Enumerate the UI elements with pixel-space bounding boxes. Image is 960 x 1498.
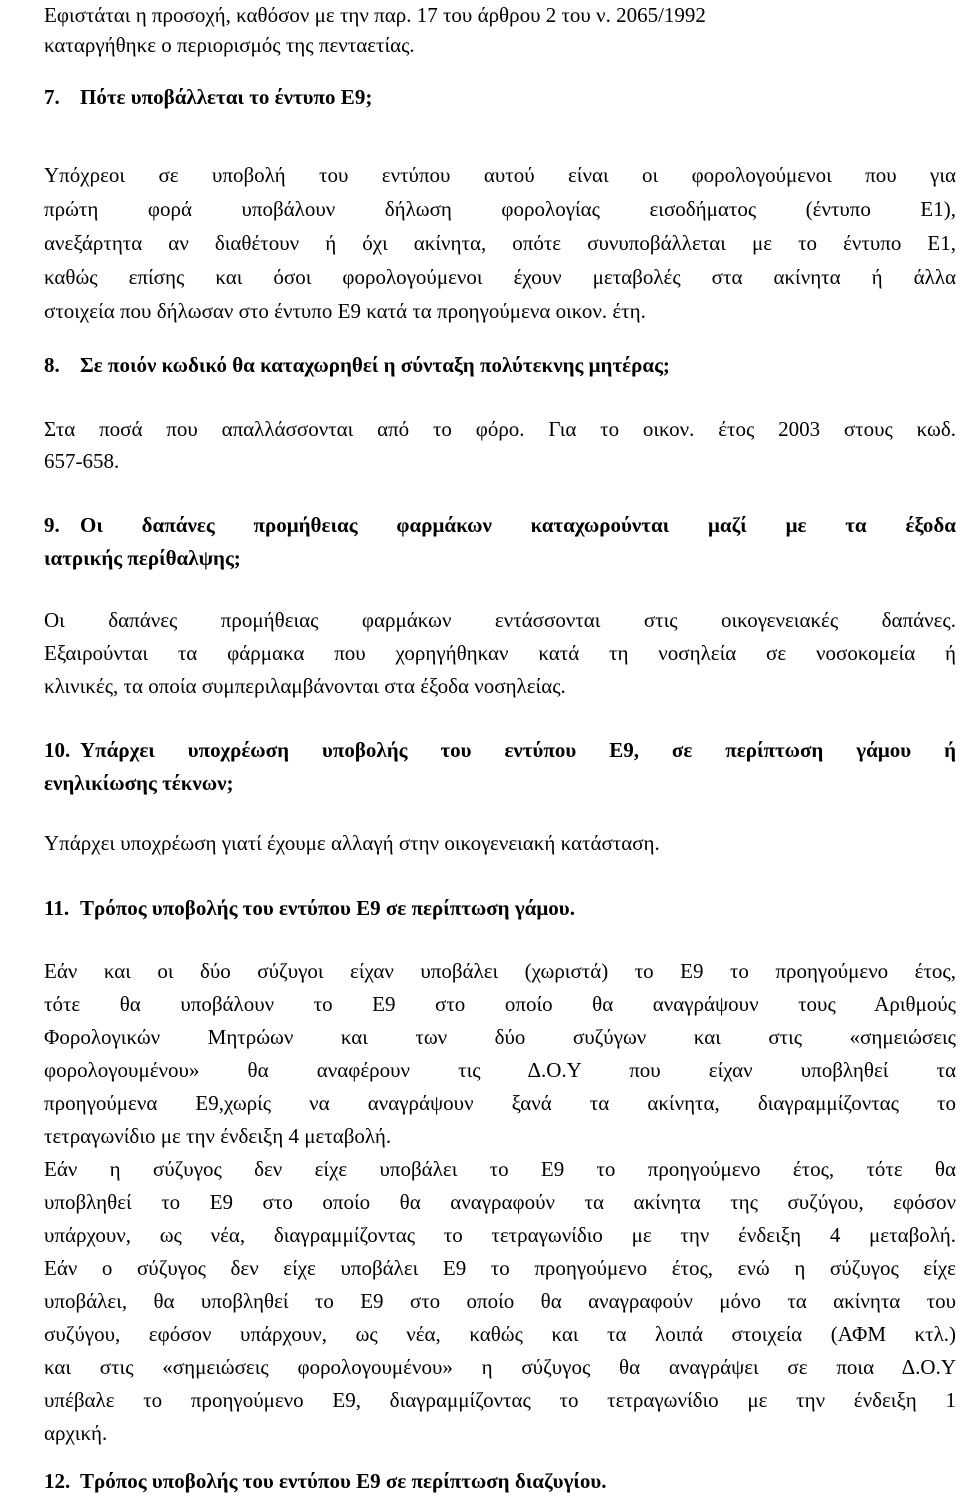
answer-11-line-5: προηγούμενα Ε9,χωρίς να αναγράψουν ξανά τα ακίνητα, διαγραμμίζοντας το xyxy=(44,1091,956,1115)
answer-11-line-14: υπέβαλε το προηγούμενο Ε9, διαγραμμίζοντας το τετραγωνίδιο με την ένδειξη 1 xyxy=(44,1388,956,1412)
question-7-heading xyxy=(44,82,956,112)
answer-11-line-3: Φορολογικών Μητρώων και των δύο συζύγων και στις «σημειώσεις xyxy=(44,1025,956,1049)
answer-11-line-2: τότε θα υποβάλουν το Ε9 στο οποίο θα αναγράψουν τους Αριθμούς xyxy=(44,992,956,1016)
question-10-heading xyxy=(44,735,956,765)
answer-7-line-3: ανεξάρτητα αν διαθέτουν ή όχι ακίνητα, οπότε συνυποβάλλεται με το έντυπο Ε1, xyxy=(44,231,956,255)
question-12-number: 12. xyxy=(44,1469,71,1493)
intro-line-2: καταργήθηκε ο περιορισμός της πενταετίας. xyxy=(44,33,415,57)
question-9-text-line-1: Οι δαπάνες προμήθειας φαρμάκων καταχωρούνται μαζί με τα έξοδα xyxy=(80,513,956,537)
answer-10-line-1: Υπάρχει υποχρέωση γιατί έχουμε αλλαγή στην οικογενειακή κατάσταση. xyxy=(44,831,660,855)
answer-11-line-11: υποβάλει, θα υποβληθεί το Ε9 στο οποίο θα αναγραφούν μόνο τα ακίνητα του xyxy=(44,1289,956,1313)
answer-11-line-1: Εάν και οι δύο σύζυγοι είχαν υποβάλει (χωριστά) το Ε9 το προηγούμενο έτος, xyxy=(44,959,956,983)
question-8-number: 8. xyxy=(44,353,60,377)
answer-11-line-9: υπάρχουν, ως νέα, διαγραμμίζοντας το τετραγωνίδιο με την ένδειξη 4 μεταβολή. xyxy=(44,1223,956,1247)
answer-11-line-4: φορολογουμένου» θα αναφέρουν τις Δ.Ο.Υ που είχαν υποβληθεί τα xyxy=(44,1058,956,1082)
question-8-text: Σε ποιόν κωδικό θα καταχωρηθεί η σύνταξη πολύτεκνης μητέρας; xyxy=(80,353,670,377)
question-11-number: 11. xyxy=(44,896,70,920)
answer-7-line-1: Υπόχρεοι σε υποβολή του εντύπου αυτού είναι οι φορολογούμενοι που για xyxy=(44,163,956,187)
question-9-text-line-2: ιατρικής περίθαλψης; xyxy=(44,546,241,570)
answer-11-line-7: Εάν η σύζυγος δεν είχε υποβάλει το Ε9 το προηγούμενο έτος, τότε θα xyxy=(44,1157,956,1181)
question-12-heading xyxy=(44,1466,956,1496)
intro-line-1: Εφιστάται η προσοχή, καθόσον με την παρ. 17 του άρθρου 2 του ν. 2065/1992 xyxy=(44,3,706,27)
answer-7-line-4: καθώς επίσης και όσοι φορολογούμενοι έχουν μεταβολές στα ακίνητα ή άλλα xyxy=(44,265,956,289)
answer-11-line-8: υποβληθεί το Ε9 στο οποίο θα αναγραφούν τα ακίνητα της συζύγου, εφόσον xyxy=(44,1190,956,1214)
answer-7-line-5: στοιχεία που δήλωσαν στο έντυπο Ε9 κατά τα προηγούμενα οικον. έτη. xyxy=(44,299,646,323)
question-12-text: Τρόπος υποβολής του εντύπου Ε9 σε περίπτωση διαζυγίου. xyxy=(80,1469,607,1493)
question-7-number: 7. xyxy=(44,85,60,109)
question-11-text: Τρόπος υποβολής του εντύπου Ε9 σε περίπτωση γάμου. xyxy=(80,896,575,920)
answer-11-line-15: αρχική. xyxy=(44,1421,108,1445)
answer-11-line-10: Εάν ο σύζυγος δεν είχε υποβάλει Ε9 το προηγούμενο έτος, ενώ η σύζυγος είχε xyxy=(44,1256,956,1280)
answer-8-line-2: 657-658. xyxy=(44,449,120,473)
question-7-text: Πότε υποβάλλεται το έντυπο Ε9; xyxy=(80,85,373,109)
question-9-number: 9. xyxy=(44,513,60,537)
question-9-heading xyxy=(44,510,956,540)
question-10-number: 10. xyxy=(44,738,71,762)
answer-11-line-13: και στις «σημειώσεις φορολογουμένου» η σύζυγος θα αναγράψει σε ποια Δ.Ο.Υ xyxy=(44,1355,956,1379)
answer-9-line-3: κλινικές, τα οποία συμπεριλαμβάνονται στα έξοδα νοσηλείας. xyxy=(44,674,566,698)
answer-11-line-12: συζύγου, εφόσον υπάρχουν, ως νέα, καθώς και τα λοιπά στοιχεία (ΑΦΜ κτλ.) xyxy=(44,1322,956,1346)
question-11-heading xyxy=(44,893,956,923)
answer-11-line-6: τετραγωνίδιο με την ένδειξη 4 μεταβολή. xyxy=(44,1124,392,1148)
question-10-text-line-1: Υπάρχει υποχρέωση υποβολής του εντύπου Ε9, σε περίπτωση γάμου ή xyxy=(80,738,956,762)
answer-7-line-2: πρώτη φορά υποβάλουν δήλωση φορολογίας εισοδήματος (έντυπο Ε1), xyxy=(44,197,956,221)
question-10-text-line-2: ενηλικίωσης τέκνων; xyxy=(44,771,234,795)
answer-9-line-2: Εξαιρούνται τα φάρμακα που χορηγήθηκαν κατά τη νοσηλεία σε νοσοκομεία ή xyxy=(44,641,956,665)
answer-8-line-1: Στα ποσά που απαλλάσσονται από το φόρο. Για το οικον. έτος 2003 στους κωδ. xyxy=(44,417,956,441)
question-8-heading xyxy=(44,350,956,380)
answer-9-line-1: Οι δαπάνες προμήθειας φαρμάκων εντάσσονται στις οικογενειακές δαπάνες. xyxy=(44,608,956,632)
